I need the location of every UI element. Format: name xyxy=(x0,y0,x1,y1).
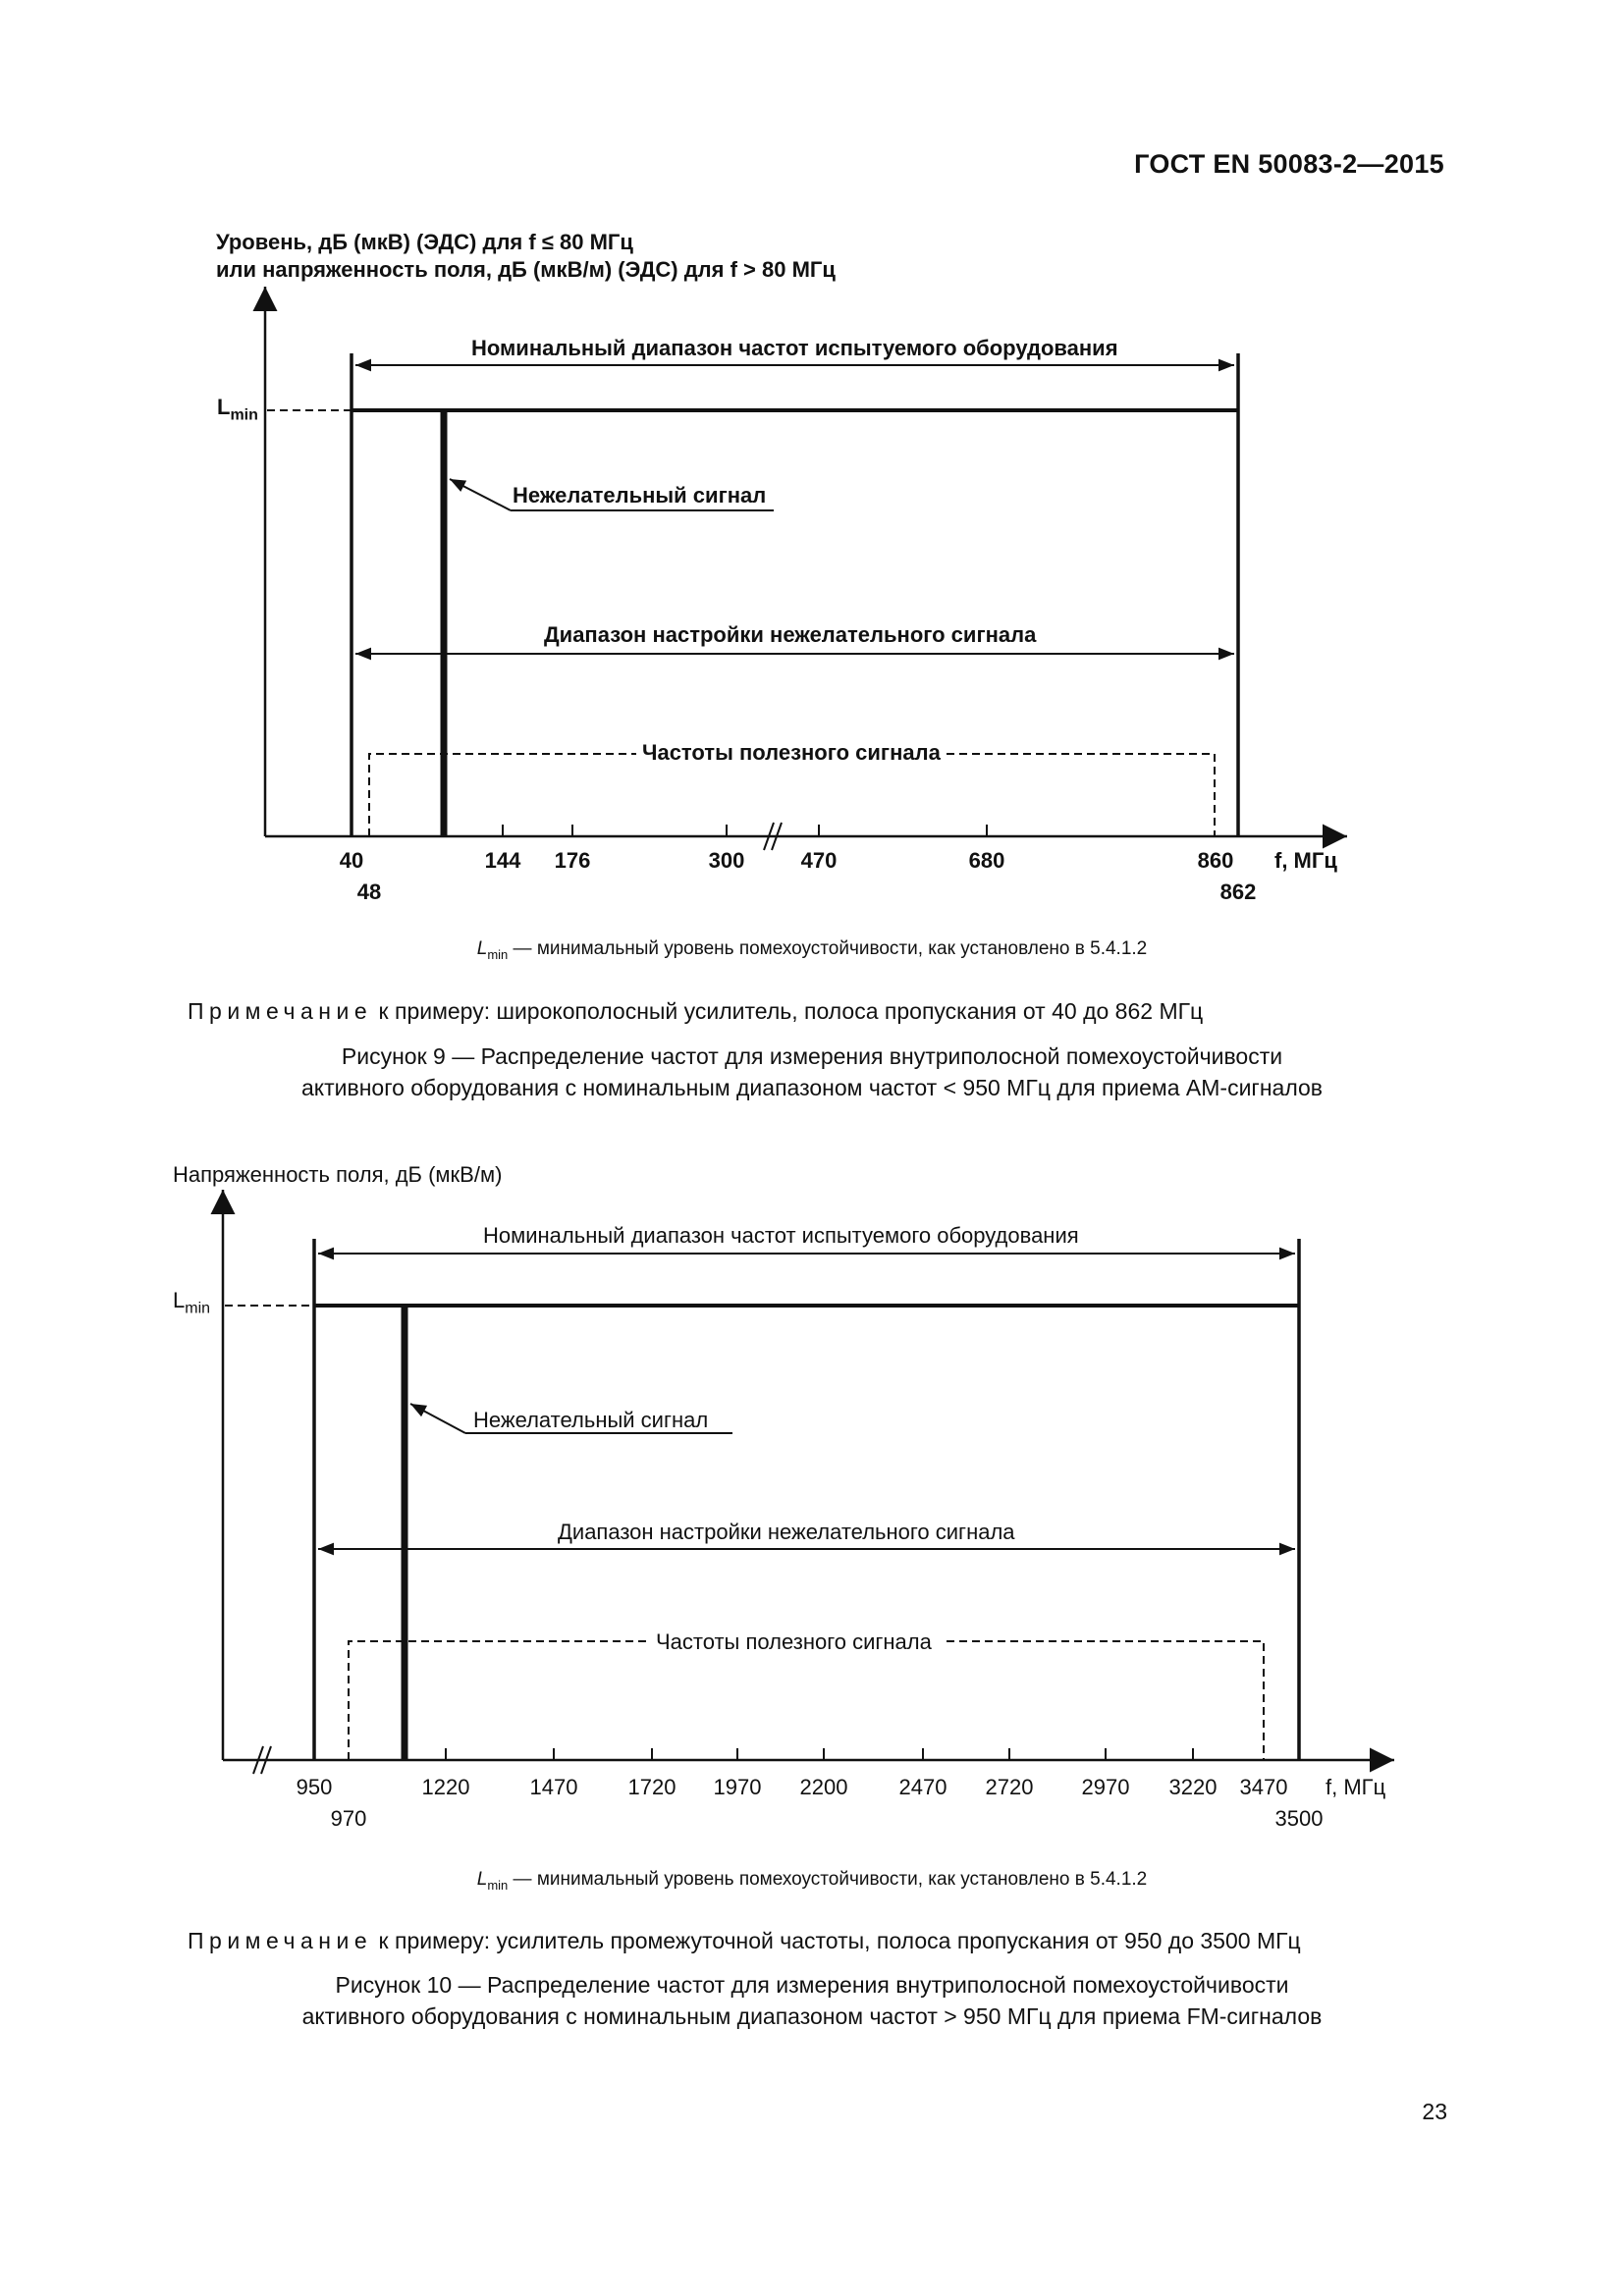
x-tick-label: 2970 xyxy=(1081,1775,1130,1799)
x-tick-label: 3470 xyxy=(1239,1775,1288,1799)
x-tick-label: 1720 xyxy=(627,1775,677,1799)
y-axis-label-line2: или напряженность поля, дБ (мкВ/м) (ЭДС) для f > 80 МГц xyxy=(216,257,836,282)
figure-10-note: Примечание к примеру: усилитель промежуточной частоты, полоса пропускания от 950 до 3500 МГц xyxy=(188,1928,1301,1953)
wanted-frequency-label: Частоты полезного сигнала xyxy=(656,1629,932,1654)
y-axis-label: Напряженность поля, дБ (мкВ/м) xyxy=(173,1162,503,1187)
document-header: ГОСТ EN 50083-2—2015 xyxy=(1134,149,1444,179)
page-number: 23 xyxy=(1422,2099,1447,2124)
wanted-frequency-range xyxy=(349,1641,1264,1760)
x-tick-label: 176 xyxy=(554,848,591,873)
lmin-legend: $L_{min}$ — минимальный уровень помехоустойчивости, как установлено в 5.4.1.2 xyxy=(476,938,1148,962)
wanted-frequency-label: Частоты полезного сигнала xyxy=(642,740,941,765)
x-tick-label: 40 xyxy=(339,848,364,873)
x-tick-label: 970 xyxy=(330,1806,367,1831)
x-tick-label: 1220 xyxy=(421,1775,470,1799)
y-axis-label-line1: Уровень, дБ (мкВ) (ЭДС) для f ≤ 80 МГц xyxy=(216,230,633,254)
figure-9-note: Примечание к примеру: широкополосный усилитель, полоса пропускания от 40 до 862 МГц xyxy=(188,998,1204,1024)
lmin-label: $L_{min}$ xyxy=(217,395,258,424)
unwanted-signal-label: Нежелательный сигнал xyxy=(513,483,767,507)
figure-10-caption: Рисунок 10 — Распределение частот для измерения внутриполосной помехоустойчивости активного оборудования с номинальным диапазоном частот > 950 МГц для приема FM-сигналов xyxy=(301,1972,1323,2029)
figure-9-caption: Рисунок 9 — Распределение частот для измерения внутриполосной помехоустойчивости активного оборудования с номинальным диапазоном частот < 950 МГц для приема АМ-сигналов xyxy=(300,1043,1324,1100)
x-tick-label: 950 xyxy=(296,1775,333,1799)
x-tick-label: 862 xyxy=(1219,880,1257,904)
nominal-range-label: Номинальный диапазон частот испытуемого оборудования xyxy=(471,336,1118,360)
tuning-range-label: Диапазон настройки нежелательного сигнала xyxy=(544,622,1037,647)
x-tick-label: 470 xyxy=(800,848,838,873)
unwanted-signal-label: Нежелательный сигнал xyxy=(473,1408,709,1432)
x-tick-label: 3220 xyxy=(1168,1775,1218,1799)
tuning-range-label: Диапазон настройки нежелательного сигнала xyxy=(558,1520,1015,1544)
x-tick-label: 2470 xyxy=(898,1775,947,1799)
lmin-label: $L_{min}$ xyxy=(173,1288,211,1317)
x-tick-label: 2200 xyxy=(799,1775,848,1799)
lmin-legend: $L_{min}$ — минимальный уровень помехоустойчивости, как установлено в 5.4.1.2 xyxy=(476,1869,1148,1893)
x-tick-label: 1470 xyxy=(529,1775,578,1799)
x-tick-label: 300 xyxy=(708,848,745,873)
x-tick-label: 2720 xyxy=(985,1775,1034,1799)
x-tick-label: 1970 xyxy=(713,1775,762,1799)
x-axis-unit: f, МГц xyxy=(1326,1775,1386,1799)
x-tick-label: 144 xyxy=(484,848,521,873)
x-tick-label: 48 xyxy=(356,880,382,904)
x-tick-label: 680 xyxy=(968,848,1005,873)
x-tick-label: 860 xyxy=(1197,848,1234,873)
x-axis-unit: f, МГц xyxy=(1274,848,1337,873)
nominal-range-label: Номинальный диапазон частот испытуемого оборудования xyxy=(483,1223,1079,1248)
x-tick-label: 3500 xyxy=(1274,1806,1324,1831)
